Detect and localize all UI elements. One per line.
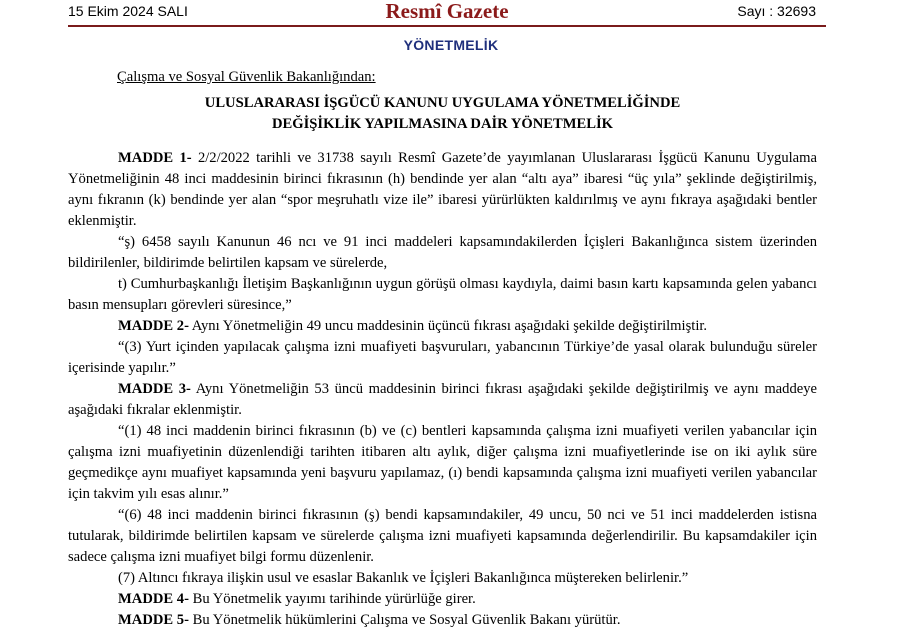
article-label: MADDE 2- [118,318,189,334]
gazette-title: Resmî Gazete [385,0,509,23]
article-3-paragraph [68,379,817,421]
article-label: MADDE 4- [118,591,189,607]
regulation-title [68,93,817,135]
paragraph-text: Aynı Yönetmeliğin 49 uncu maddesinin üçüncü fıkrası aşağıdaki şekilde değiştirilmiştir. [191,318,708,334]
regulation-title-line-1: ULUSLARARASI İŞGÜCÜ KANUNU UYGULAMA YÖNETMELİĞİNDE [204,95,681,111]
regulation-title-line-2: DEĞİŞİKLİK YAPILMASINA DAİR YÖNETMELİK [272,116,613,132]
issuer-line: Çalışma ve Sosyal Güvenlik Bakanlığından: [117,69,376,85]
paragraph-text: “(3) Yurt içinden yapılacak çalışma izni muafiyeti başvuruları, yabancının Türkiye’de yasal olarak bulunduğu süreler içerisinde yapılır.” [68,339,817,376]
article-1-paragraph [68,148,817,232]
subsection-6-paragraph [68,505,817,568]
clause-t-paragraph [68,274,817,316]
subsection-3-paragraph [68,337,817,379]
issue-number: Sayı : 32693 [737,3,816,19]
article-label: MADDE 3- [118,381,191,397]
document-body [68,67,817,631]
paragraph-text: “ş) 6458 sayılı Kanunun 46 ncı ve 91 inci maddeleri kapsamındakilerden İçişleri Bakanlığınca sistem üzerinden bildirilenler, bildirimde belirtilen kapsam ve sürelerde, [68,234,817,271]
section-heading: YÖNETMELİK [403,37,499,53]
article-4-paragraph [68,589,817,610]
paragraph-text: “(6) 48 inci maddenin birinci fıkrasının (ş) bendi kapsamındakiler, 49 uncu, 50 nci ve 51 inci maddelerden istisna tutularak, bildirimde belirtilen kapsam ve sürelerde çalışma izni muafiyeti kapsamında değerlendirilir. Bu kapsamdakiler için sadece çalışma izni muafiyet bilgi formu düzenlenir. [68,507,817,565]
paragraph-text: Bu Yönetmelik hükümlerini Çalışma ve Sosyal Güvenlik Bakanı yürütür. [192,612,621,628]
paragraph-text: “(1) 48 inci maddenin birinci fıkrasının (b) ve (c) bentleri kapsamında çalışma izni muafiyeti verilen yabancılar için çalışma izni muafiyetinin düzenlendiği tarihten itibaren altı aylık, diğer çalışma izni muafiyetlerinde ise on iki aylık süre geçmedikçe aynı muafiyet kapsamında yeni başvuru yapılamaz, (ı) bendi kapsamında çalışma izni muafiyeti verilen yabancılar için takvim yılı esas alınır.” [68,423,817,502]
paragraph-text: Bu Yönetmelik yayımı tarihinde yürürlüğe girer. [192,591,476,607]
paragraph-text: 2/2/2022 tarihli ve 31738 sayılı Resmî Gazete’de yayımlanan Uluslararası İşgücü Kanunu Uygulama Yönetmeliğinin 48 inci maddesinin birinci fıkrasının (h) bendinde yer alan “altı aya” ibaresi “üç yıla” şeklinde değiştirilmiş, aynı fıkranın (k) bendinde yer alan “spor meşruhatlı vize ile” ibaresi yürürlükten kaldırılmış ve aynı fıkraya aşağıdaki bentler eklenmiştir. [68,150,817,229]
issue-date: 15 Ekim 2024 SALI [68,3,188,19]
paragraph-text: (7) Altıncı fıkraya ilişkin usul ve esaslar Bakanlık ve İçişleri Bakanlığınca müştereken belirlenir.” [118,570,689,586]
gazette-header [68,0,826,27]
subsection-7-paragraph [68,568,817,589]
clause-s-paragraph [68,232,817,274]
article-2-paragraph [68,316,817,337]
paragraph-text: Aynı Yönetmeliğin 53 üncü maddesinin birinci fıkrası aşağıdaki şekilde değiştirilmiş ve aynı maddeye aşağıdaki fıkralar eklenmiştir. [68,381,818,418]
article-label: MADDE 5- [118,612,189,628]
article-label: MADDE 1- [118,150,192,166]
paragraph-text: t) Cumhurbaşkanlığı İletişim Başkanlığının uygun görüşü olması kaydıyla, daimi basın kartı kapsamında gelen yabancı basın mensupları görevleri süresince,” [68,276,817,313]
article-5-paragraph [68,610,817,631]
subsection-1-paragraph [68,421,817,505]
